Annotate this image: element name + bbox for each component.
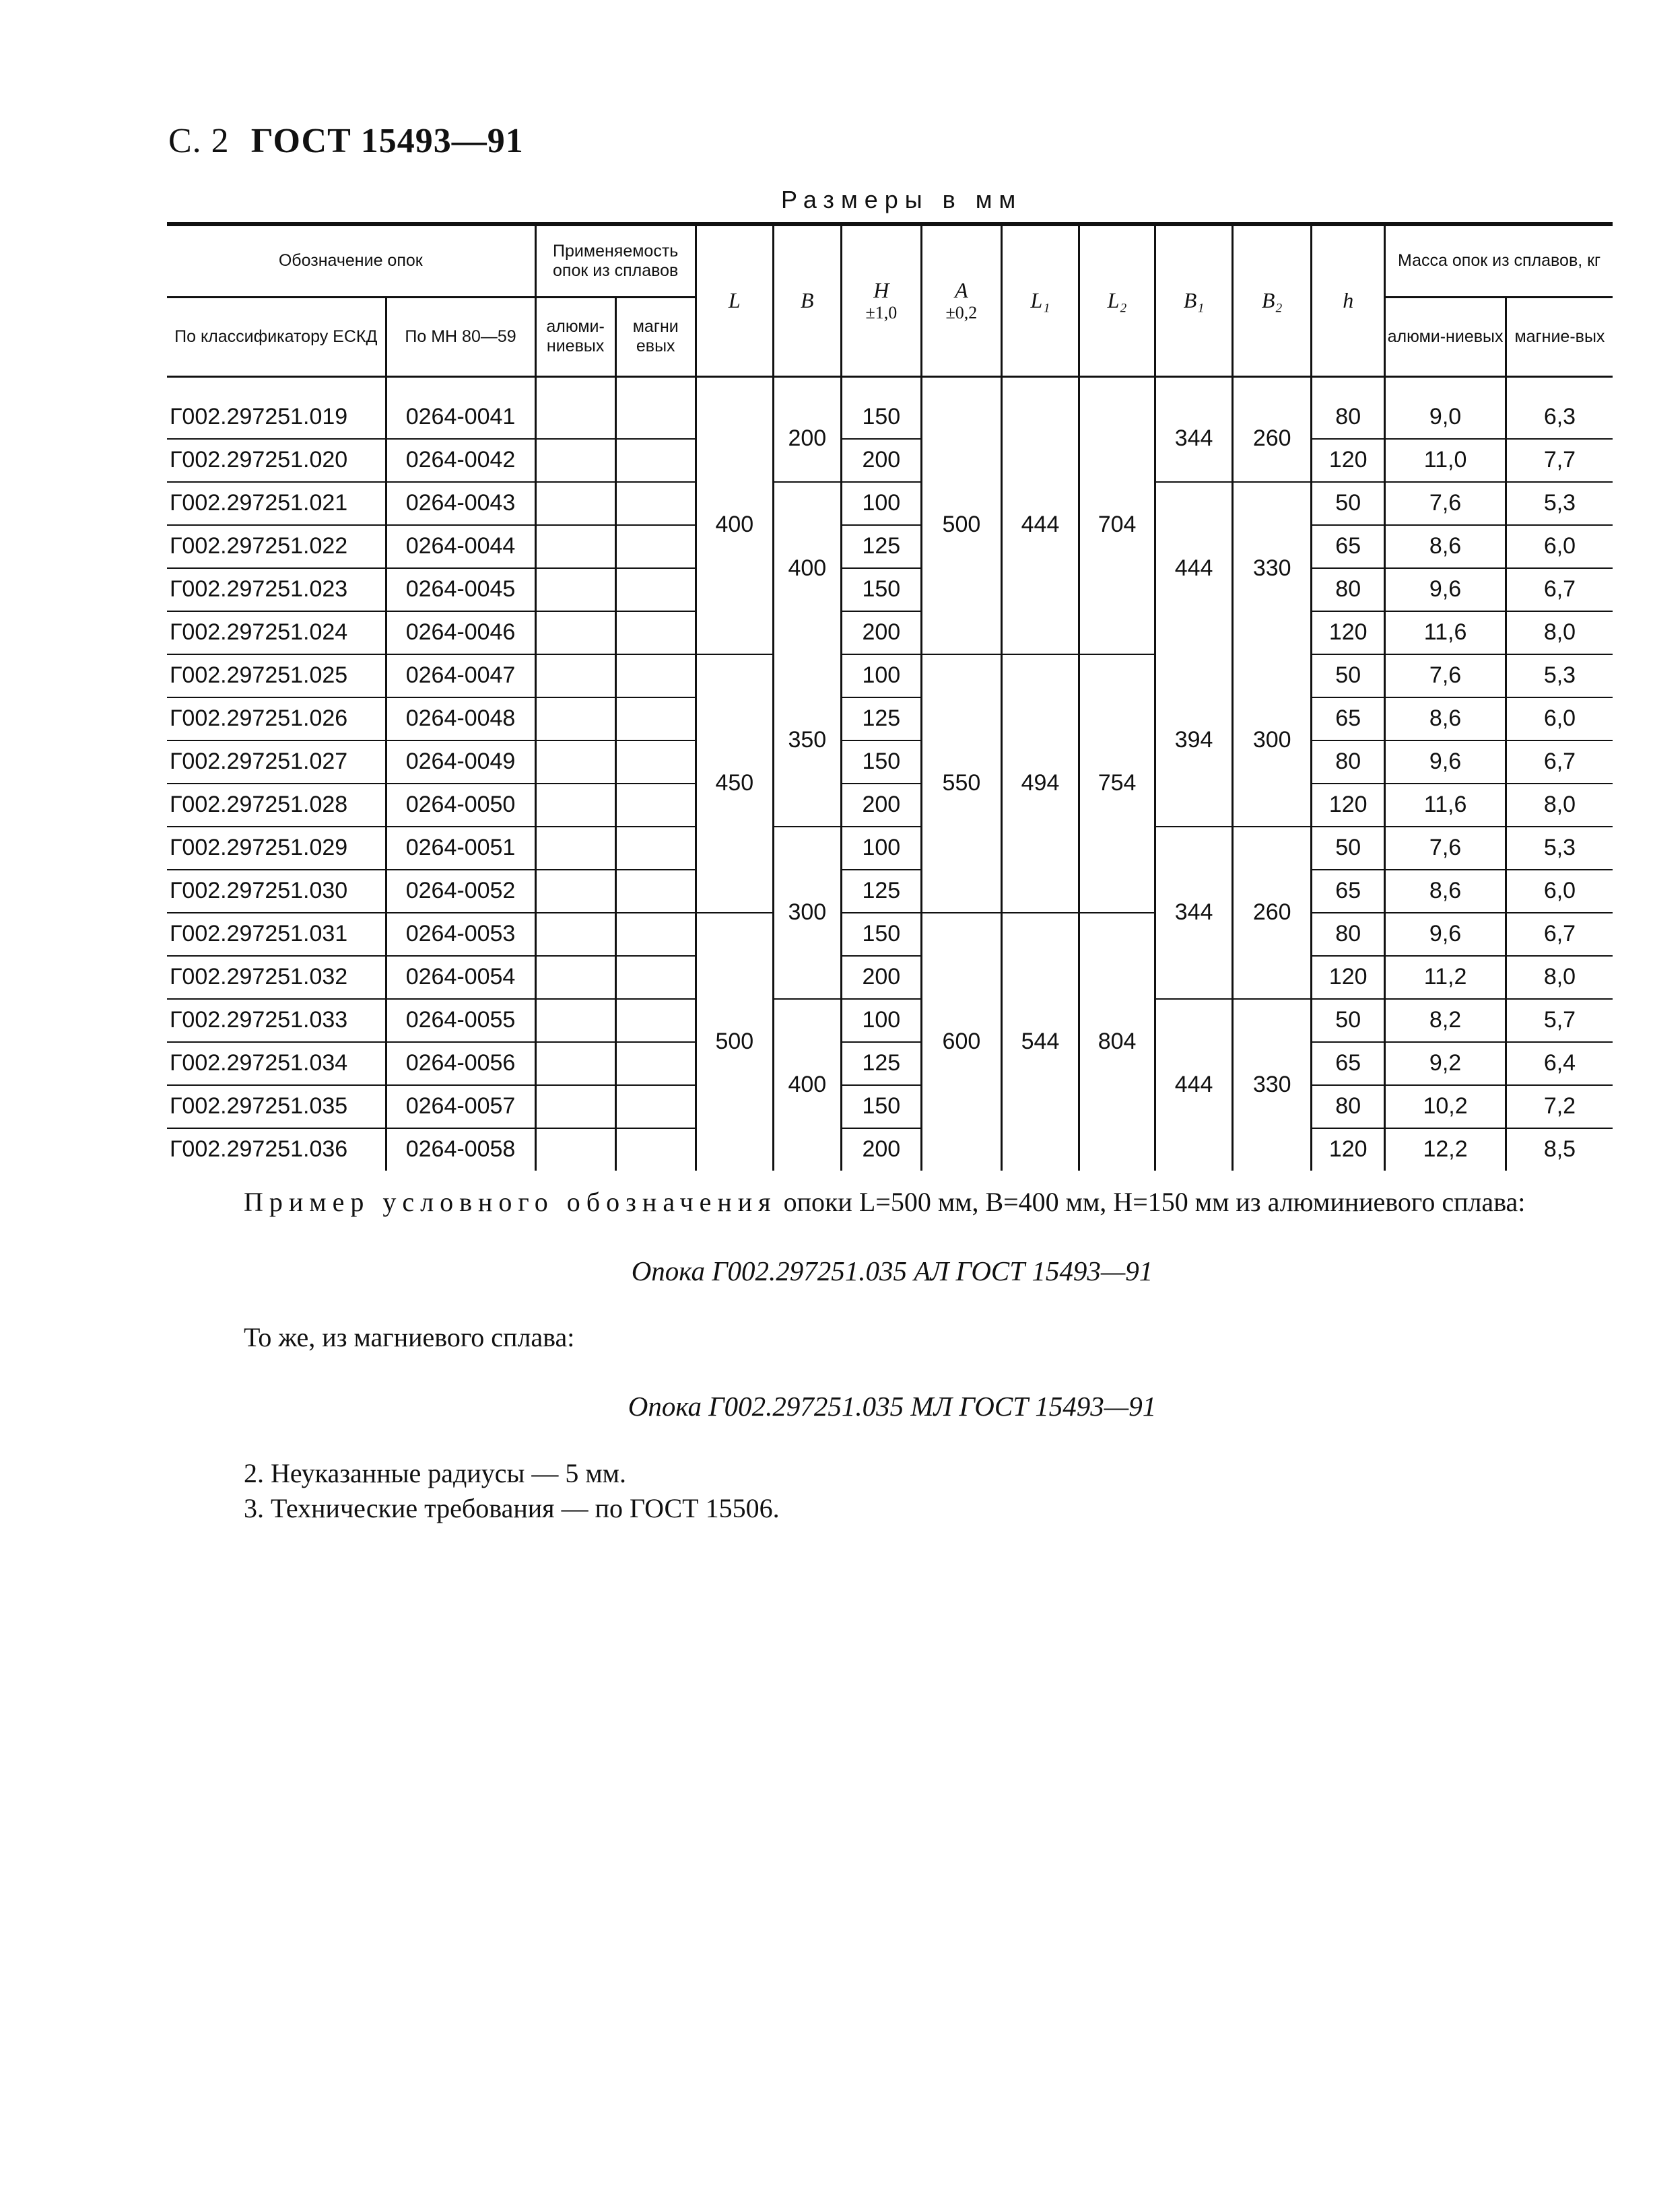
cell-mass-al: 9,6 <box>1385 913 1506 956</box>
cell-mn: 0264-0043 <box>386 482 535 525</box>
table-row <box>167 376 1613 439</box>
cell-eskd: Г002.297251.021 <box>167 482 386 525</box>
table-row <box>167 740 1613 784</box>
cell-eskd: Г002.297251.020 <box>167 439 386 482</box>
cell-mass-mg: 6,7 <box>1506 740 1613 784</box>
cell-mn: 0264-0048 <box>386 697 535 740</box>
col-mass: Масса опок из сплавов, кг <box>1385 224 1613 297</box>
cell-app-al <box>535 525 615 568</box>
cell-H: 200 <box>841 956 921 999</box>
cell-B2: 330 <box>1233 999 1312 1171</box>
table-row <box>167 439 1613 482</box>
cell-mass-mg: 8,0 <box>1506 611 1613 654</box>
cell-mass-mg: 7,7 <box>1506 439 1613 482</box>
cell-h: 80 <box>1312 913 1385 956</box>
col-eskd: По классификатору ЕСКД <box>167 297 386 376</box>
cell-eskd: Г002.297251.019 <box>167 376 386 439</box>
cell-h: 120 <box>1312 439 1385 482</box>
cell-mass-al: 8,6 <box>1385 525 1506 568</box>
cell-mass-al: 8,2 <box>1385 999 1506 1042</box>
cell-mass-al: 12,2 <box>1385 1128 1506 1171</box>
cell-mn: 0264-0044 <box>386 525 535 568</box>
cell-mn: 0264-0042 <box>386 439 535 482</box>
cell-L: 450 <box>696 654 773 913</box>
table-row <box>167 525 1613 568</box>
cell-B1: 444 <box>1155 482 1233 654</box>
col-H <box>841 224 921 376</box>
cell-mass-mg: 5,3 <box>1506 827 1613 870</box>
cell-L: 500 <box>696 913 773 1171</box>
col-L2: L₂ <box>1079 224 1155 376</box>
cell-app-al <box>535 1128 615 1171</box>
cell-H: 125 <box>841 1042 921 1085</box>
cell-mass-mg: 6,0 <box>1506 870 1613 913</box>
cell-app-mg <box>615 1128 696 1171</box>
cell-H: 150 <box>841 1085 921 1128</box>
cell-mn: 0264-0047 <box>386 654 535 697</box>
cell-app-al <box>535 376 615 439</box>
col-app-al: алюми-ниевых <box>535 297 615 376</box>
cell-app-mg <box>615 870 696 913</box>
cell-app-al <box>535 654 615 697</box>
cell-B: 400 <box>773 482 841 654</box>
example-designation-mg: Опока Г002.297251.035 МЛ ГОСТ 15493—91 <box>628 1391 1157 1422</box>
cell-L1: 544 <box>1001 913 1079 1171</box>
cell-H: 125 <box>841 525 921 568</box>
cell-H: 100 <box>841 999 921 1042</box>
cell-mn: 0264-0055 <box>386 999 535 1042</box>
cell-app-al <box>535 870 615 913</box>
page-header <box>168 121 524 161</box>
cell-mn: 0264-0049 <box>386 740 535 784</box>
cell-h: 65 <box>1312 697 1385 740</box>
table-row <box>167 827 1613 870</box>
cell-A: 600 <box>921 913 1001 1171</box>
cell-app-mg <box>615 376 696 439</box>
cell-mn: 0264-0041 <box>386 376 535 439</box>
cell-app-mg <box>615 654 696 697</box>
cell-mass-al: 8,6 <box>1385 870 1506 913</box>
example-lead-rest: опоки L=500 мм, B=400 мм, H=150 мм из алюминиевого сплава: <box>776 1187 1526 1217</box>
cell-mass-mg: 6,7 <box>1506 913 1613 956</box>
col-B1: B₁ <box>1155 224 1233 376</box>
cell-app-al <box>535 827 615 870</box>
cell-eskd: Г002.297251.036 <box>170 1136 348 1162</box>
cell-H: 150 <box>841 568 921 611</box>
cell-eskd: Г002.297251.023 <box>167 568 386 611</box>
col-L: L <box>696 224 773 376</box>
cell-mass-al: 7,6 <box>1385 482 1506 525</box>
cell-B2: 260 <box>1233 376 1312 482</box>
cell-app-mg <box>615 956 696 999</box>
cell-app-al <box>535 999 615 1042</box>
cell-mn: 0264-0057 <box>386 1085 535 1128</box>
cell-L2: 704 <box>1079 376 1155 654</box>
cell-mn: 0264-0058 <box>386 1128 535 1171</box>
cell-mass-mg: 6,4 <box>1506 1042 1613 1085</box>
cell-H: 125 <box>841 870 921 913</box>
table-row <box>167 999 1613 1042</box>
cell-B1: 394 <box>1155 654 1233 827</box>
cell-mass-al: 10,2 <box>1385 1085 1506 1128</box>
units-caption: Размеры в мм <box>781 186 1023 213</box>
cell-B: 200 <box>773 376 841 482</box>
cell-app-mg <box>615 1085 696 1128</box>
cell-mass-al: 9,6 <box>1385 740 1506 784</box>
cell-mn: 0264-0052 <box>386 870 535 913</box>
cell-mass-mg: 6,0 <box>1506 525 1613 568</box>
cell-B2: 330 <box>1233 482 1312 654</box>
cell-H: 100 <box>841 827 921 870</box>
cell-H: 200 <box>841 1128 921 1171</box>
cell-eskd: Г002.297251.030 <box>167 870 386 913</box>
col-B: B <box>773 224 841 376</box>
cell-app-al <box>535 740 615 784</box>
table-row <box>167 697 1613 740</box>
cell-mass-mg: 8,5 <box>1506 1128 1613 1171</box>
cell-mass-al: 11,6 <box>1385 611 1506 654</box>
example-designation-al: Опока Г002.297251.035 АЛ ГОСТ 15493—91 <box>631 1255 1153 1286</box>
table-row <box>167 611 1613 654</box>
cell-mass-mg: 7,2 <box>1506 1085 1613 1128</box>
cell-app-mg <box>615 482 696 525</box>
cell-mn: 0264-0050 <box>386 784 535 827</box>
cell-h: 50 <box>1312 999 1385 1042</box>
cell-h: 65 <box>1312 870 1385 913</box>
cell-h: 80 <box>1312 376 1385 439</box>
note-2: 2. Неуказанные радиусы — 5 мм. <box>244 1457 626 1488</box>
cell-app-mg <box>615 913 696 956</box>
col-mn: По МН 80—59 <box>386 297 535 376</box>
page-number: С. 2 <box>168 122 230 160</box>
cell-app-mg <box>615 439 696 482</box>
cell-h: 80 <box>1312 568 1385 611</box>
cell-app-mg <box>615 740 696 784</box>
cell-eskd: Г002.297251.034 <box>167 1042 386 1085</box>
cell-A: 550 <box>921 654 1001 913</box>
cell-app-mg <box>615 1042 696 1085</box>
cell-app-al <box>535 913 615 956</box>
col-A-symbol: A <box>955 278 968 303</box>
cell-h: 50 <box>1312 827 1385 870</box>
cell-eskd: Г002.297251.028 <box>167 784 386 827</box>
cell-eskd: Г002.297251.032 <box>167 956 386 999</box>
cell-eskd: Г002.297251.024 <box>167 611 386 654</box>
cell-mass-al: 9,0 <box>1385 376 1506 439</box>
table-row <box>167 1042 1613 1085</box>
cell-mass-al: 11,6 <box>1385 784 1506 827</box>
col-H-symbol: H <box>873 278 889 303</box>
cell-h: 50 <box>1312 654 1385 697</box>
cell-eskd: Г002.297251.026 <box>167 697 386 740</box>
cell-app-al <box>535 1085 615 1128</box>
cell-h: 120 <box>1312 611 1385 654</box>
header-row-1 <box>167 224 1613 297</box>
same-mg-paragraph: То же, из магниевого сплава: <box>244 1322 575 1353</box>
cell-mass-al: 11,0 <box>1385 439 1506 482</box>
cell-mn: 0264-0045 <box>386 568 535 611</box>
cell-eskd: Г002.297251.027 <box>167 740 386 784</box>
note-3: 3. Технические требования — по ГОСТ 15506. <box>244 1492 780 1523</box>
cell-H: 100 <box>841 654 921 697</box>
cell-mass-mg: 6,0 <box>1506 697 1613 740</box>
cell-mass-mg: 8,0 <box>1506 956 1613 999</box>
cell-B: 350 <box>773 654 841 827</box>
cell-H: 200 <box>841 784 921 827</box>
cell-app-mg <box>615 827 696 870</box>
cell-B2: 260 <box>1233 827 1312 999</box>
cell-H: 200 <box>841 439 921 482</box>
cell-H: 150 <box>841 376 921 439</box>
dimensions-table-wrap <box>167 222 1613 1171</box>
cell-h: 80 <box>1312 740 1385 784</box>
cell-mn: 0264-0053 <box>386 913 535 956</box>
example-lead-spaced: Пример условного обозначения <box>244 1187 777 1217</box>
table-row <box>167 956 1613 999</box>
cell-L: 400 <box>696 376 773 654</box>
cell-app-al <box>535 784 615 827</box>
example-paragraph <box>168 1185 1616 1220</box>
cell-app-mg <box>615 568 696 611</box>
col-A-tolerance: ±0,2 <box>945 303 978 323</box>
col-app-mg: магни евых <box>615 297 696 376</box>
cell-mass-al: 9,6 <box>1385 568 1506 611</box>
cell-L1: 494 <box>1001 654 1079 913</box>
col-applicability: Применяемость опок из сплавов <box>535 224 696 297</box>
table-row <box>167 784 1613 827</box>
cell-mass-al: 7,6 <box>1385 827 1506 870</box>
table-row <box>167 913 1613 956</box>
cell-H: 150 <box>841 913 921 956</box>
cell-app-al <box>535 568 615 611</box>
cell-B1: 344 <box>1155 827 1233 999</box>
cell-app-al <box>535 1042 615 1085</box>
cell-mass-al: 11,2 <box>1385 956 1506 999</box>
cell-eskd: Г002.297251.025 <box>167 654 386 697</box>
cell-app-mg <box>615 525 696 568</box>
cell-mass-mg: 5,3 <box>1506 654 1613 697</box>
table-body <box>167 376 1613 1171</box>
cell-A: 500 <box>921 376 1001 654</box>
col-H-tolerance: ±1,0 <box>865 303 898 323</box>
cell-h: 65 <box>1312 525 1385 568</box>
cell-app-al <box>535 439 615 482</box>
cell-eskd: Г002.297251.022 <box>167 525 386 568</box>
cell-h: 120 <box>1312 784 1385 827</box>
text-after-table <box>168 1185 1616 1526</box>
cell-app-mg <box>615 697 696 740</box>
cell-app-al <box>535 697 615 740</box>
table-row <box>167 654 1613 697</box>
cell-B: 400 <box>773 999 841 1171</box>
cell-app-mg <box>615 999 696 1042</box>
cell-L2: 754 <box>1079 654 1155 913</box>
cell-app-al <box>535 482 615 525</box>
cell-eskd: Г002.297251.033 <box>167 999 386 1042</box>
col-B2: B₂ <box>1233 224 1312 376</box>
col-L1: L₁ <box>1001 224 1079 376</box>
cell-mn: 0264-0056 <box>386 1042 535 1085</box>
table-row <box>167 1085 1613 1128</box>
cell-app-mg <box>615 611 696 654</box>
cell-mass-al: 7,6 <box>1385 654 1506 697</box>
cell-mass-al: 9,2 <box>1385 1042 1506 1085</box>
col-designation: Обозначение опок <box>167 224 535 297</box>
table-row <box>167 1128 1613 1171</box>
cell-mn: 0264-0054 <box>386 956 535 999</box>
cell-mass-mg: 8,0 <box>1506 784 1613 827</box>
col-h: h <box>1312 224 1385 376</box>
cell-h: 65 <box>1312 1042 1385 1085</box>
col-A <box>921 224 1001 376</box>
cell-h: 120 <box>1312 956 1385 999</box>
cell-H: 150 <box>841 740 921 784</box>
dimensions-table <box>167 222 1613 1171</box>
cell-H: 100 <box>841 482 921 525</box>
table-row <box>167 568 1613 611</box>
cell-mass-al: 8,6 <box>1385 697 1506 740</box>
cell-mass-mg: 6,3 <box>1506 376 1613 439</box>
cell-mn: 0264-0046 <box>386 611 535 654</box>
cell-eskd: Г002.297251.029 <box>167 827 386 870</box>
cell-H: 125 <box>841 697 921 740</box>
cell-app-al <box>535 956 615 999</box>
cell-mass-mg: 5,3 <box>1506 482 1613 525</box>
cell-eskd: Г002.297251.031 <box>167 913 386 956</box>
col-mass-al: алюми-ниевых <box>1385 297 1506 376</box>
cell-h: 120 <box>1312 1128 1385 1171</box>
cell-h: 80 <box>1312 1085 1385 1128</box>
cell-mass-mg: 5,7 <box>1506 999 1613 1042</box>
cell-H: 200 <box>841 611 921 654</box>
table-row <box>167 870 1613 913</box>
table-row <box>167 482 1613 525</box>
cell-mass-mg: 6,7 <box>1506 568 1613 611</box>
cell-B1: 444 <box>1155 999 1233 1171</box>
col-mass-mg: магние-вых <box>1506 297 1613 376</box>
cell-app-al <box>535 611 615 654</box>
cell-L1: 444 <box>1001 376 1079 654</box>
cell-mn: 0264-0051 <box>386 827 535 870</box>
cell-eskd: Г002.297251.035 <box>167 1085 386 1128</box>
cell-L2: 804 <box>1079 913 1155 1171</box>
cell-B2: 300 <box>1233 654 1312 827</box>
cell-B: 300 <box>773 827 841 999</box>
standard-title: ГОСТ 15493—91 <box>250 122 524 160</box>
cell-app-mg <box>615 784 696 827</box>
cell-B1: 344 <box>1155 376 1233 482</box>
cell-h: 50 <box>1312 482 1385 525</box>
